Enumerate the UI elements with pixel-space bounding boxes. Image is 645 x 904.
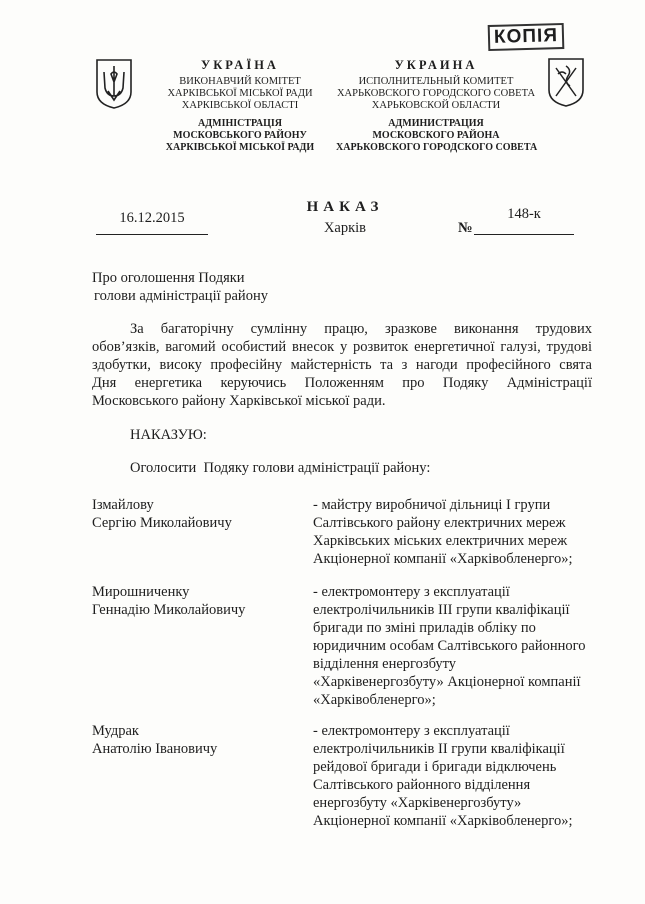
kharkiv-emblem-icon <box>546 56 586 108</box>
body-paragraph <box>92 320 592 410</box>
person-given-name: Геннадію Миколайовичу <box>92 602 246 618</box>
position-line: - майстру виробничої дільниці І групи <box>313 497 551 513</box>
copy-stamp: КОПІЯ <box>488 23 565 51</box>
order-word: НАКАЗУЮ: <box>130 427 207 443</box>
left-org-line: ХАРКІВСЬКОЇ ОБЛАСТІ <box>181 100 299 111</box>
left-org-line: ХАРКІВСЬКОЇ МІСЬКОЇ РАДИ <box>167 88 313 99</box>
person-name <box>92 722 292 758</box>
person-position <box>313 583 613 709</box>
subject-line: Про оголошення Подяки <box>92 270 245 286</box>
right-dept-block <box>336 118 536 154</box>
position-line: - електромонтеру з експлуатації <box>313 723 510 739</box>
person-surname: Ізмайлову <box>92 497 154 513</box>
right-country: УКРАИНА <box>394 58 478 72</box>
person-position <box>313 496 613 568</box>
position-line: - електромонтеру з експлуатації <box>313 584 510 600</box>
person-given-name: Анатолію Івановичу <box>92 741 218 757</box>
position-line: юридичним особам Салтівського районного <box>313 638 586 654</box>
person-surname: Мудрак <box>92 723 139 739</box>
body-line: здобутки, високу професійну майстерність та з нагоди професійного свята <box>92 357 592 373</box>
left-dept-block <box>140 118 340 154</box>
person-name <box>92 496 292 532</box>
right-org-line: ХАРЬКОВСКОГО ГОРОДСКОГО СОВЕТА <box>336 88 536 99</box>
right-org-block <box>336 76 536 112</box>
position-line: Салтівського районного відділення <box>313 777 531 793</box>
person-surname: Мирошниченку <box>92 584 190 600</box>
position-line: рейдової бригади і бригади відключень <box>313 759 557 775</box>
position-line: електролічильників ІІ групи кваліфікації <box>313 741 565 757</box>
body-line: обов’язків, вагомий особистий внесок у розвиток енергетичної галузі, трудові <box>92 339 592 355</box>
person-name <box>92 583 292 619</box>
position-line: «Харківенергозбуту» Акціонерної компанії <box>313 674 581 690</box>
body-line: За багаторічну сумлінну працю, зразкове виконання трудових <box>130 321 592 337</box>
person-given-name: Сергію Миколайовичу <box>92 515 232 531</box>
number-underline <box>474 234 574 235</box>
body-line: Московського району Харківської міської ради. <box>92 393 386 409</box>
subject-line: голови адміністрації району <box>94 288 268 304</box>
left-org-line: ВИКОНАВЧИЙ КОМІТЕТ <box>179 76 301 87</box>
position-line: відділення енергозбуту <box>313 656 457 672</box>
position-line: Харківських міських електричних мереж <box>313 533 568 549</box>
number-sign: № <box>458 220 473 236</box>
left-dept-line: АДМІНІСТРАЦІЯ <box>198 118 282 129</box>
position-line: Салтівського району електричних мереж <box>313 515 566 531</box>
left-dept-line: ХАРКІВСЬКОЇ МІСЬКОЇ РАДИ <box>165 142 315 153</box>
left-dept-line: МОСКОВСЬКОГО РАЙОНУ <box>173 130 307 141</box>
order-number: 148-к <box>507 206 541 222</box>
order-city: Харків <box>323 220 367 236</box>
body-line: Дня енергетика керуючись Положенням про Подяку Адміністрації <box>92 375 592 391</box>
right-dept-line: АДМИНИСТРАЦИЯ <box>388 118 484 129</box>
right-org-line: ХАРЬКОВСКОЙ ОБЛАСТИ <box>371 100 501 111</box>
subject <box>92 269 392 305</box>
trident-emblem-icon <box>95 58 133 110</box>
order-date: 16.12.2015 <box>119 210 185 226</box>
left-org-block <box>140 76 340 112</box>
position-line: «Харківобленерго»; <box>313 692 436 708</box>
right-org-line: ИСПОЛНИТЕЛЬНЫЙ КОМИТЕТ <box>358 76 514 87</box>
right-dept-line: ХАРЬКОВСКОГО ГОРОДСКОГО СОВЕТА <box>336 142 538 153</box>
position-line: енергозбуту «Харківенергозбуту» <box>313 795 522 811</box>
order-title: НАКАЗ <box>306 199 384 215</box>
date-underline <box>96 234 208 235</box>
position-line: Акціонерної компанії «Харківобленерго»; <box>313 551 573 567</box>
position-line: бригади по зміні приладів обліку по <box>313 620 536 636</box>
person-position <box>313 722 613 830</box>
position-line: Акціонерної компанії «Харківобленерго»; <box>313 813 573 829</box>
announce-line: Оголосити Подяку голови адміністрації району: <box>130 460 431 476</box>
right-dept-line: МОСКОВСКОГО РАЙОНА <box>372 130 500 141</box>
left-country: УКРАЇНА <box>201 58 279 72</box>
position-line: електролічильників ІІІ групи кваліфікації <box>313 602 570 618</box>
